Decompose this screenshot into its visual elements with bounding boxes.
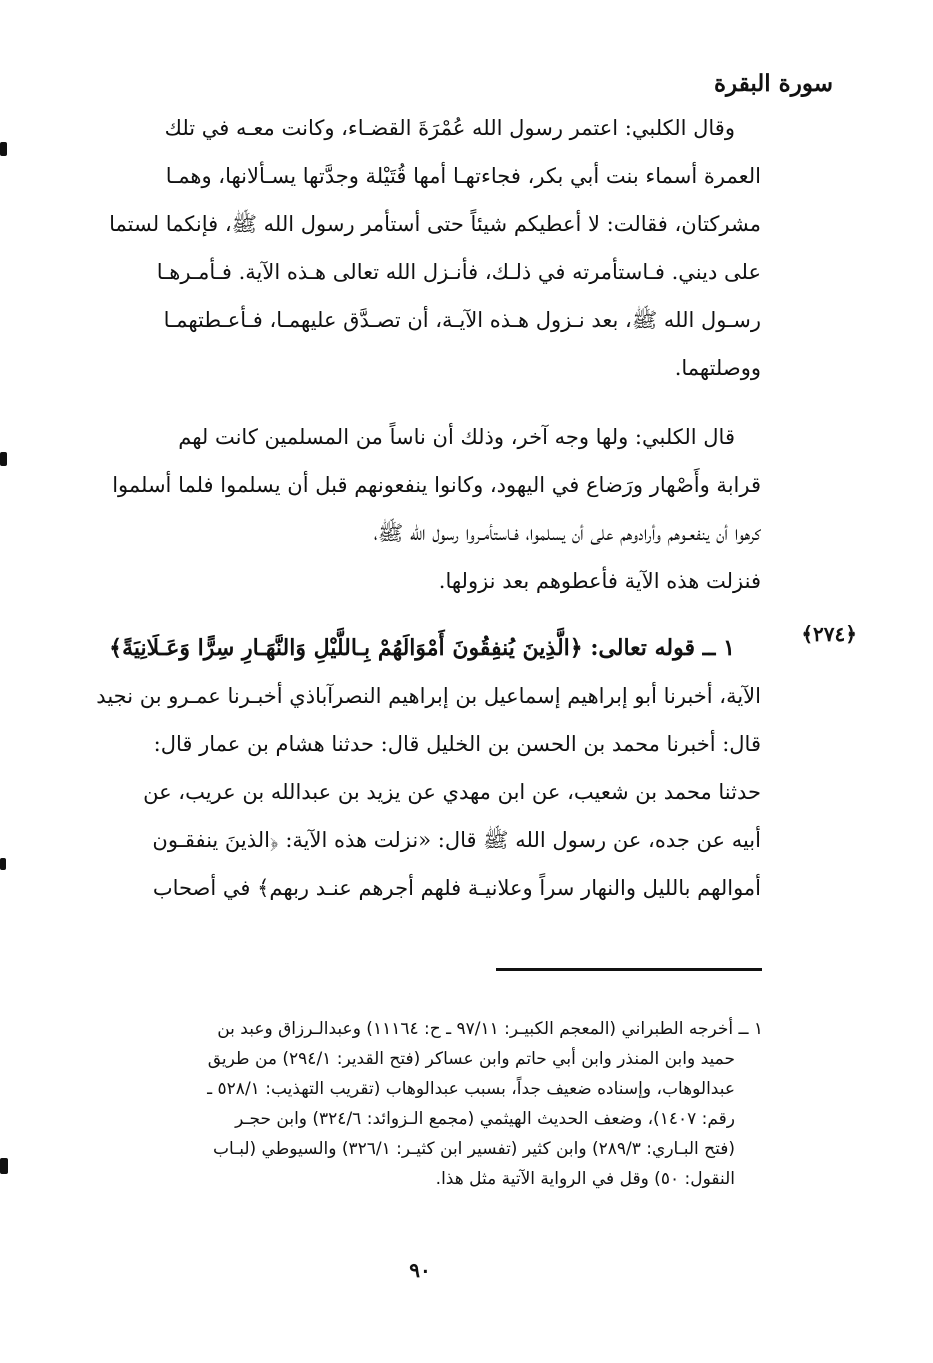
paragraph-verse-274 [71, 624, 761, 912]
text-line: فنزلت هذه الآية فأعطوهم بعد نزولها. [438, 569, 761, 593]
text-line: على ديني. فـاستأمرته في ذلـك، فأنـزل الله تعالى هـذه الآية. فـأمـرهـا [156, 260, 761, 284]
text-line: أبيه عن جده، عن رسول الله ﷺ قال: «نزلت هذه الآية: ﴿الذينَ ينفقـون [152, 828, 761, 852]
text-line: مشركتان، فقالت: لا أعطيكم شيئاً حتى أستأمر رسول الله ﷺ، فإنكما لستما [109, 212, 761, 236]
text-line: قال: أخبرنا محمد بن الحسن بن الخليل قال: حدثنا هشام بن عمار قال: [153, 732, 761, 756]
verse-heading: ١ ــ قوله تعالى: ﴿الَّذِينَ يُنفِقُونَ أَمْوَالَهُمْ بِـاللَّيْلِ وَالنَّهَـارِ سِرًّا وَعَـلَانِيَةً﴾ [109, 635, 735, 661]
binding-mark [0, 858, 6, 870]
footnote-line: حميد وابن المنذر وابن أبي حاتم وابن عساكر (فتح القدير: ٢٩٤/١) من طريق [207, 1049, 735, 1069]
binding-mark [0, 1158, 8, 1174]
text-line: رسـول الله ﷺ، بعد نـزول هـذه الآيـة، أن تصـدَّق عليهمـا، فـأعـطتهمـا [163, 308, 761, 332]
footnote-separator [496, 968, 762, 971]
text-line: العمرة أسماء بنت أبي بكر، فجاءتهـا أمها قُتَيْلة وجدَّتها يسـألانها، وهمـا [165, 164, 761, 188]
text-line: وقال الكلبي: اعتمر رسول الله عُمْرَةَ القضـاء، وكانت معـه في تلك [164, 116, 735, 140]
binding-mark [0, 142, 7, 156]
paragraph-kalbi-umrah [71, 104, 761, 392]
running-head: سورة البقرة [713, 70, 833, 97]
verse-number: ﴿٢٧٤﴾ [801, 622, 857, 646]
footnote-line: رقم: ١٤٠٧)، وضعف الحديث الهيثمي (مجمع الـزوائد: ٣٢٤/٦) وابن حجـر [235, 1109, 735, 1129]
text-line: قال الكلبي: ولها وجه آخر، وذلك أن ناساً من المسلمين كانت لهم [178, 425, 735, 449]
text-line: الآية، أخبرنا أبو إبراهيم إسماعيل بن إبراهيم النصرآباذي أخبـرنا عمـرو بن نجيد [96, 684, 761, 708]
footnote-line: ١ ــ أخرجه الطبراني (المعجم الكبيـر: ٩٧/١١ ـ ح: ١١١٦٤) وعبدالـرزاق وعبد بن [217, 1019, 763, 1039]
text-line: حدثنا محمد بن شعيب، عن ابن مهدي عن يزيد بن عبدالله بن عريب، عن [143, 780, 761, 804]
footnote-line: (فتح البـاري: ٢٨٩/٣) وابن كثير (تفسير ابن كثيـر: ٣٢٦/١) والسيوطي (لبـاب [213, 1139, 735, 1159]
footnotes [103, 1014, 763, 1194]
text-line: ووصلتهما. [674, 356, 761, 380]
text-line: قرابة وأَصْهار ورَضاع في اليهود، وكانوا ينفعونهم قبل أن يسلموا فلما أسلموا [112, 473, 761, 497]
binding-mark [0, 452, 7, 466]
paragraph-kalbi-second-view [71, 413, 761, 605]
text-line: أموالهم بالليل والنهار سراً وعلانيـة فلهم أجرهم عنـد ربهم﴾ في أصحاب [152, 876, 761, 900]
footnote-line: عبدالوهاب، وإسناده ضعيف جداً، بسبب عبدالوهاب (تقريب التهذيب: ٥٢٨/١ ـ [207, 1079, 735, 1099]
page-number: ٩٠ [409, 1258, 431, 1282]
footnote-line: النقول: ٥٠) وقل في الرواية الآتية مثل هذا. [435, 1169, 735, 1189]
text-line: كرهوا أن ينفعـوهم وأرادوهم على أن يسلموا، فـاستأمـروا رسول الله ﷺ، [373, 521, 761, 545]
